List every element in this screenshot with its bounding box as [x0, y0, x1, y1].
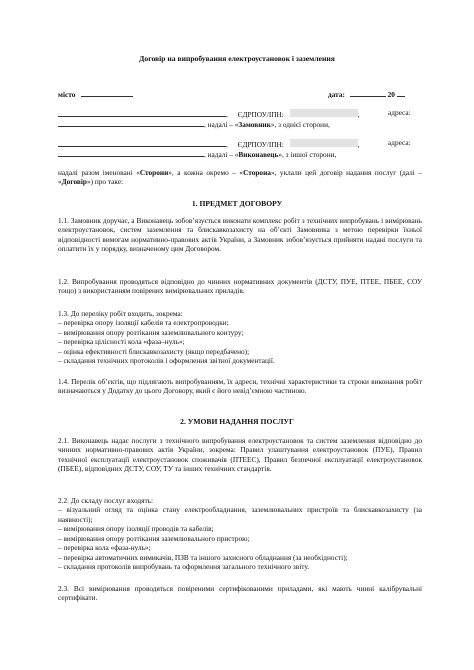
- clause-1-4: 1.4. Перелік об’єктів, що підлягають випробуванням, їх адреси, технічні характеристики та строки виконання робіт визначаються у Додатку до цього Договору, який є його невід’ємною частиною.: [58, 377, 422, 396]
- clause-1-2: 1.2. Випробування проводяться відповідно до чинних нормативних документів (ДСТУ, ПУЕ, ПТЕЕ, ПБЕЕ, СОУ тощо) з використанням повірених вимірювальних приладів.: [58, 277, 422, 296]
- city-label: місто: [58, 90, 76, 99]
- party1-edrpou-label: ЄДРПОУ/ІПН:: [237, 110, 284, 119]
- date-field[interactable]: [350, 88, 386, 97]
- party2-address-field[interactable]: [58, 148, 204, 157]
- list-item: – візуальний огляд та оцінка стану електрообладнання, заземлювальних пристроїв та блискавкозахисту (за наявності);: [58, 505, 422, 524]
- city-field[interactable]: [81, 88, 133, 97]
- section2-heading: 2. УМОВИ НАДАННЯ ПОСЛУГ: [180, 417, 294, 426]
- list-item: – вимірювання опору ізоляції проводів та кабелів;: [58, 524, 214, 534]
- party2-role: Виконавець: [238, 150, 279, 159]
- party1-name-field[interactable]: [58, 108, 226, 117]
- list-item: – перевірка опору ізоляції кабелів та електропроводки;: [58, 318, 229, 328]
- list-item: – складання протоколів випробувань та оформлення загального технічного звіту.: [58, 562, 310, 572]
- clause-1-1: 1.1. Замовник доручає, а Виконавець зобов’язується виконати комплекс робіт з технічних випробувань і вимірювань електроустановок, систем заземлення та блискавкозахисту на об’єкті Замовника з метою перевірки їхньої відповідності вимогам нормативно-правових актів України, а Замовник зобов’язується прийняти надані послуги та оплатити їх у порядку, визначеному цим Договором.: [58, 216, 422, 254]
- intro-paragraph: надалі разом іменовані «Сторони», а кожна окремо – «Сторона», уклали цей договір надання послуг (далі – «Договір») про таке:: [58, 168, 422, 187]
- party1-address-field[interactable]: [58, 118, 204, 127]
- party2-name-field[interactable]: [58, 138, 226, 147]
- party2-line2: , надалі – «Виконавець», з іншої сторони,: [58, 148, 422, 159]
- city-date-line: [58, 88, 422, 99]
- date-label: дата:: [328, 90, 345, 99]
- document-title: Договір на випробування електроустановок і заземлення: [139, 54, 335, 63]
- party2-line1: , ЄДРПОУ/ІПН: , адреса:: [58, 138, 422, 149]
- party2-edrpou-field[interactable]: [290, 139, 358, 147]
- clause-2-3: 2.3. Всі вимірювання проводяться повіреними сертифікованими приладами, які мають чинні калібрувальні сертифікати.: [58, 584, 422, 603]
- list-item: – вимірювання опору розтікання заземлювального пристрою;: [58, 533, 250, 543]
- list-item: – вимірювання опору розтікання заземлювального контуру;: [58, 327, 244, 337]
- party1-line2: , надалі – «Замовник», з однієї сторони,: [58, 118, 422, 129]
- party2-edrpou-label: ЄДРПОУ/ІПН:: [237, 140, 284, 149]
- party1-line1: , ЄДРПОУ/ІПН: , адреса:: [58, 108, 422, 119]
- clause-2-2: [58, 496, 422, 572]
- list-item: – перевірка цілісності кола «фаза–нуль»;: [58, 337, 185, 347]
- year-prefix: 20: [387, 90, 395, 99]
- list-item: – оцінка ефективності блискавкозахисту (якщо передбачено);: [58, 346, 250, 356]
- section1-heading: 1. ПРЕДМЕТ ДОГОВОРУ: [191, 199, 283, 208]
- party1-role: Замовник: [238, 120, 271, 129]
- party1-edrpou-field[interactable]: [290, 109, 358, 117]
- list-item: – перевірка автоматичних вимикачів, ПЗВ та іншого захисного обладнання (за необхідності);: [58, 552, 348, 562]
- clause-1-3: [58, 309, 422, 366]
- party2-address-label: адреса:: [388, 138, 411, 147]
- clause-2-2-intro: 2.2. До складу послуг входять:: [58, 496, 154, 505]
- year-field[interactable]: [397, 88, 405, 97]
- list-item: – складання технічних протоколів і оформлення звітної документації.: [58, 356, 275, 366]
- party1-address-label: адреса:: [388, 108, 411, 117]
- clause-1-3-intro: 1.3. До переліку робіт входить, зокрема:: [58, 309, 183, 318]
- clause-2-1: 2.1. Виконавець надає послуги з технічного випробування електроустановок та систем заземлення відповідно до чинних нормативно-правових актів України, зокрема: Правил улаштування електроустановок (ПУЕ), Правил технічної експлуатації електроустановок споживачів (ПТЕЕС), Правил безпечної експлуатації електроустановок (ПБЕЕ), відповідних ДСТУ, СОУ, ТУ та інших технічних стандартів.: [58, 436, 422, 474]
- list-item: – перевірка кола «фаза-нуль»;: [58, 543, 151, 553]
